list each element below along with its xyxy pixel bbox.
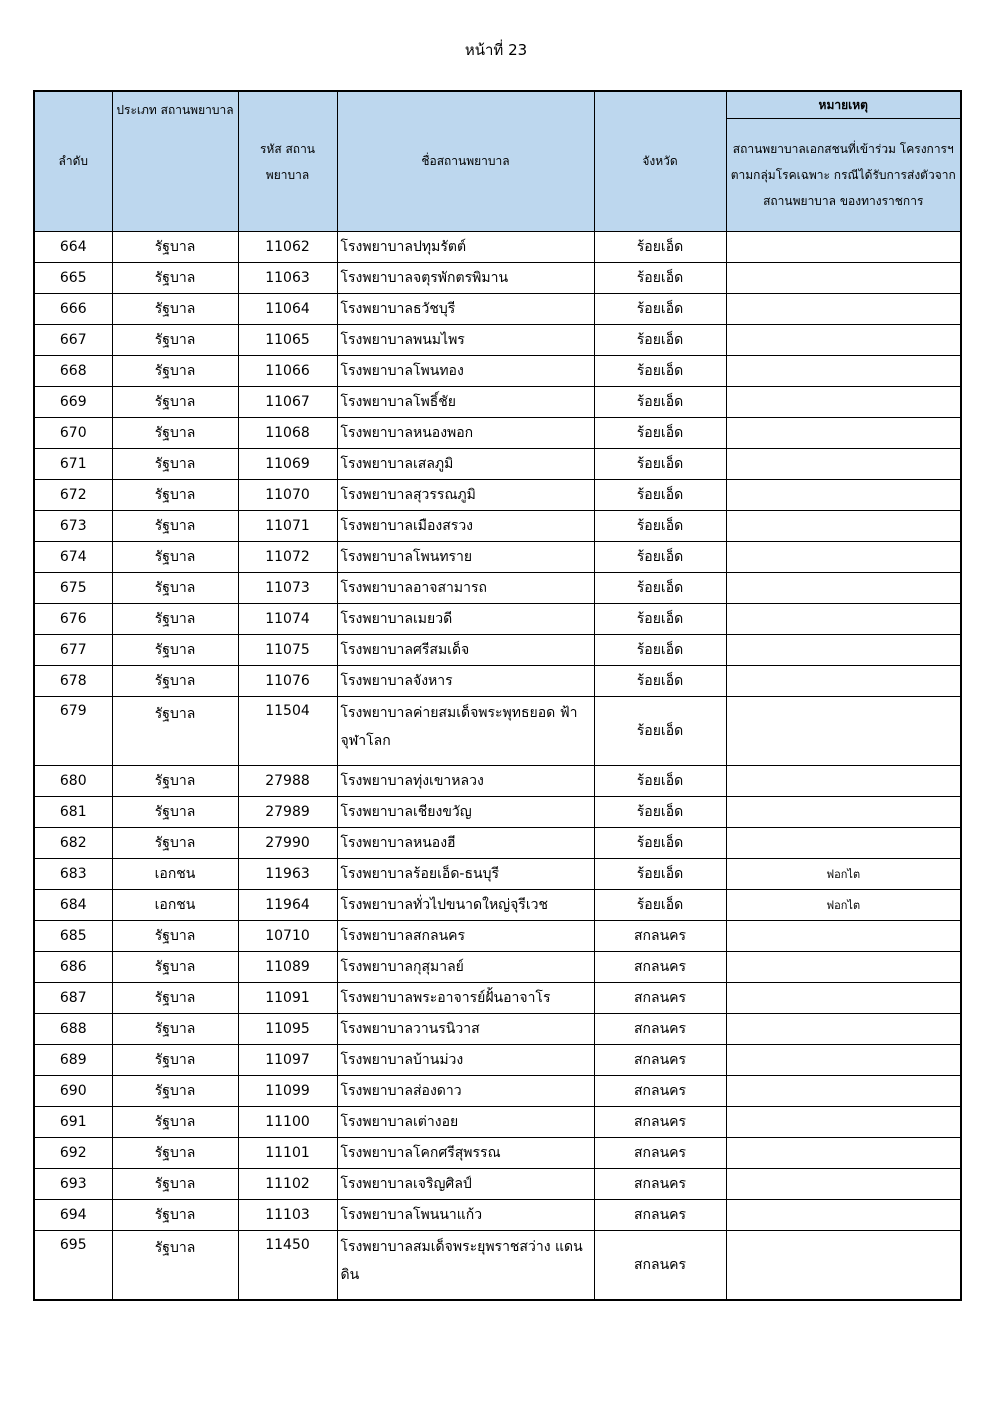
row-code: 11091 [238,983,337,1014]
table-row [34,859,961,890]
row-type: รัฐบาล [112,604,238,635]
row-no: 672 [34,480,112,511]
row-name: โรงพยาบาลทั่วไปขนาดใหญ่จุรีเวช [337,890,594,921]
row-type: รัฐบาล [112,697,238,766]
table-row [34,1200,961,1231]
row-type: รัฐบาล [112,1076,238,1107]
row-remark: ฟอกไต [726,859,961,890]
table-body [34,232,961,1301]
row-remark [726,1014,961,1045]
row-code: 11071 [238,511,337,542]
row-no: 675 [34,573,112,604]
row-code: 11100 [238,1107,337,1138]
row-type: รัฐบาล [112,573,238,604]
row-name: โรงพยาบาลโพนทราย [337,542,594,573]
row-name: โรงพยาบาลหนองฮี [337,828,594,859]
row-remark [726,766,961,797]
row-province: ร้อยเอ็ด [594,325,726,356]
row-remark [726,449,961,480]
row-remark [726,356,961,387]
row-remark [726,635,961,666]
table-row [34,573,961,604]
row-no: 670 [34,418,112,449]
row-name: โรงพยาบาลอาจสามารถ [337,573,594,604]
row-code: 11062 [238,232,337,263]
row-province: ร้อยเอ็ด [594,387,726,418]
row-remark [726,542,961,573]
row-type: รัฐบาล [112,1138,238,1169]
row-remark [726,1045,961,1076]
row-province: ร้อยเอ็ด [594,511,726,542]
hospital-table [33,90,962,1301]
row-no: 668 [34,356,112,387]
row-type: รัฐบาล [112,952,238,983]
row-name: โรงพยาบาลศรีสมเด็จ [337,635,594,666]
row-province: สกลนคร [594,1200,726,1231]
row-name: โรงพยาบาลกุสุมาลย์ [337,952,594,983]
row-province: สกลนคร [594,1107,726,1138]
row-remark [726,666,961,697]
row-province: ร้อยเอ็ด [594,859,726,890]
row-name: โรงพยาบาลเมืองสรวง [337,511,594,542]
table-row [34,232,961,263]
row-code: 11076 [238,666,337,697]
row-type: รัฐบาล [112,418,238,449]
row-code: 11504 [238,697,337,766]
row-no: 674 [34,542,112,573]
row-code: 11089 [238,952,337,983]
row-type: เอกชน [112,890,238,921]
row-no: 686 [34,952,112,983]
table-row [34,263,961,294]
row-remark [726,263,961,294]
header-type: ประเภท สถานพยาบาล [112,91,238,232]
page-number: หน้าที่ 23 [464,41,528,59]
row-name: โรงพยาบาลเต่างอย [337,1107,594,1138]
row-no: 691 [34,1107,112,1138]
row-type: รัฐบาล [112,1107,238,1138]
row-type: รัฐบาล [112,983,238,1014]
row-name: โรงพยาบาลส่องดาว [337,1076,594,1107]
table-row [34,1014,961,1045]
header-name: ชื่อสถานพยาบาล [337,91,594,232]
row-type: รัฐบาล [112,325,238,356]
row-no: 693 [34,1169,112,1200]
row-province: ร้อยเอ็ด [594,232,726,263]
row-code: 11964 [238,890,337,921]
row-no: 680 [34,766,112,797]
row-name: โรงพยาบาลหนองพอก [337,418,594,449]
row-code: 11963 [238,859,337,890]
row-no: 683 [34,859,112,890]
row-remark [726,294,961,325]
row-type: รัฐบาล [112,480,238,511]
row-type: รัฐบาล [112,263,238,294]
table-row [34,356,961,387]
table-row [34,766,961,797]
table-row [34,797,961,828]
row-remark [726,418,961,449]
row-remark [726,952,961,983]
row-province: ร้อยเอ็ด [594,890,726,921]
row-code: 11070 [238,480,337,511]
row-no: 667 [34,325,112,356]
row-province: สกลนคร [594,952,726,983]
row-remark [726,828,961,859]
row-code: 11067 [238,387,337,418]
row-code: 11065 [238,325,337,356]
row-province: ร้อยเอ็ด [594,604,726,635]
row-remark [726,480,961,511]
table-row [34,604,961,635]
row-name: โรงพยาบาลธวัชบุรี [337,294,594,325]
row-code: 11069 [238,449,337,480]
row-name: โรงพยาบาลโพนนาแก้ว [337,1200,594,1231]
row-type: รัฐบาล [112,1045,238,1076]
row-no: 681 [34,797,112,828]
table-row [34,983,961,1014]
header-code: รหัส สถานพยาบาล [238,91,337,232]
row-type: รัฐบาล [112,356,238,387]
row-remark [726,921,961,952]
row-code: 27990 [238,828,337,859]
row-province: สกลนคร [594,983,726,1014]
table-row [34,921,961,952]
row-name: โรงพยาบาลสุวรรณภูมิ [337,480,594,511]
row-no: 695 [34,1231,112,1301]
row-type: รัฐบาล [112,1014,238,1045]
row-remark [726,983,961,1014]
row-name: โรงพยาบาลเสลภูมิ [337,449,594,480]
row-name: โรงพยาบาลค่ายสมเด็จพระพุทธยอด ฟ้าจุฬาโลก [337,697,594,766]
table-row [34,1169,961,1200]
row-code: 11068 [238,418,337,449]
table-row [34,542,961,573]
row-remark [726,232,961,263]
row-type: รัฐบาล [112,542,238,573]
row-province: สกลนคร [594,1231,726,1301]
row-type: รัฐบาล [112,828,238,859]
row-code: 11073 [238,573,337,604]
row-province: ร้อยเอ็ด [594,294,726,325]
row-name: โรงพยาบาลวานรนิวาส [337,1014,594,1045]
row-remark [726,1169,961,1200]
row-type: รัฐบาล [112,1200,238,1231]
row-name: โรงพยาบาลทุ่งเขาหลวง [337,766,594,797]
row-province: สกลนคร [594,1014,726,1045]
row-name: โรงพยาบาลเมยวดี [337,604,594,635]
row-province: ร้อยเอ็ด [594,418,726,449]
row-name: โรงพยาบาลพระอาจารย์ฝั้นอาจาโร [337,983,594,1014]
row-remark [726,325,961,356]
table-row [34,890,961,921]
row-name: โรงพยาบาลพนมไพร [337,325,594,356]
row-no: 690 [34,1076,112,1107]
row-type: รัฐบาล [112,1169,238,1200]
row-remark [726,387,961,418]
table-row [34,511,961,542]
row-name: โรงพยาบาลโพนทอง [337,356,594,387]
row-type: รัฐบาล [112,666,238,697]
row-no: 689 [34,1045,112,1076]
table-row [34,828,961,859]
row-no: 673 [34,511,112,542]
row-type: รัฐบาล [112,294,238,325]
table-row [34,1231,961,1301]
row-province: ร้อยเอ็ด [594,635,726,666]
table-row [34,1045,961,1076]
row-province: ร้อยเอ็ด [594,666,726,697]
row-no: 669 [34,387,112,418]
row-remark [726,797,961,828]
row-name: โรงพยาบาลจังหาร [337,666,594,697]
row-code: 27989 [238,797,337,828]
row-type: รัฐบาล [112,387,238,418]
row-code: 11450 [238,1231,337,1301]
table-row [34,666,961,697]
row-code: 11063 [238,263,337,294]
row-no: 688 [34,1014,112,1045]
row-province: ร้อยเอ็ด [594,449,726,480]
row-code: 11097 [238,1045,337,1076]
row-name: โรงพยาบาลเชียงขวัญ [337,797,594,828]
row-remark [726,604,961,635]
row-code: 11066 [238,356,337,387]
row-province: สกลนคร [594,921,726,952]
row-province: สกลนคร [594,1045,726,1076]
row-name: โรงพยาบาลโคกศรีสุพรรณ [337,1138,594,1169]
table-row [34,294,961,325]
row-province: ร้อยเอ็ด [594,542,726,573]
row-province: สกลนคร [594,1076,726,1107]
row-code: 11064 [238,294,337,325]
row-province: ร้อยเอ็ด [594,356,726,387]
row-province: ร้อยเอ็ด [594,697,726,766]
row-province: ร้อยเอ็ด [594,480,726,511]
row-remark [726,1200,961,1231]
header-remark: หมายเหตุ [726,91,961,119]
table-row [34,1076,961,1107]
row-name: โรงพยาบาลเจริญศิลป์ [337,1169,594,1200]
row-remark [726,697,961,766]
header-no: ลำดับ [34,91,112,232]
row-type: รัฐบาล [112,766,238,797]
row-code: 11075 [238,635,337,666]
row-no: 682 [34,828,112,859]
row-code: 11095 [238,1014,337,1045]
row-name: โรงพยาบาลร้อยเอ็ด-ธนบุรี [337,859,594,890]
row-no: 664 [34,232,112,263]
row-name: โรงพยาบาลสมเด็จพระยุพราชสว่าง แดนดิน [337,1231,594,1301]
row-type: เอกชน [112,859,238,890]
row-no: 677 [34,635,112,666]
table-row [34,387,961,418]
row-province: ร้อยเอ็ด [594,766,726,797]
table-row [34,325,961,356]
row-no: 678 [34,666,112,697]
row-remark [726,1107,961,1138]
row-code: 10710 [238,921,337,952]
row-province: ร้อยเอ็ด [594,263,726,294]
row-type: รัฐบาล [112,921,238,952]
row-name: โรงพยาบาลปทุมรัตต์ [337,232,594,263]
table-row [34,952,961,983]
table-row [34,418,961,449]
table-row [34,635,961,666]
table-row [34,1138,961,1169]
row-no: 679 [34,697,112,766]
row-type: รัฐบาล [112,232,238,263]
row-no: 684 [34,890,112,921]
row-name: โรงพยาบาลจตุรพักตรพิมาน [337,263,594,294]
row-remark [726,1076,961,1107]
row-type: รัฐบาล [112,511,238,542]
row-no: 692 [34,1138,112,1169]
row-no: 666 [34,294,112,325]
table-row [34,1107,961,1138]
header-remark-sub: สถานพยาบาลเอกสชนที่เข้าร่วม โครงการฯ ตามกลุ่มโรคเฉพาะ กรณีได้รับการส่งตัวจากสถานพยาบาล ของทางราชการ [726,119,961,232]
row-province: สกลนคร [594,1138,726,1169]
row-remark: ฟอกไต [726,890,961,921]
row-code: 11072 [238,542,337,573]
row-name: โรงพยาบาลโพธิ์ชัย [337,387,594,418]
table-row [34,449,961,480]
row-remark [726,573,961,604]
row-code: 11099 [238,1076,337,1107]
row-province: ร้อยเอ็ด [594,828,726,859]
row-type: รัฐบาล [112,1231,238,1301]
row-type: รัฐบาล [112,797,238,828]
row-no: 665 [34,263,112,294]
row-code: 11103 [238,1200,337,1231]
row-province: ร้อยเอ็ด [594,797,726,828]
row-type: รัฐบาล [112,449,238,480]
row-no: 676 [34,604,112,635]
table-row [34,697,961,766]
row-no: 694 [34,1200,112,1231]
row-remark [726,1231,961,1301]
header-province: จังหวัด [594,91,726,232]
row-code: 11102 [238,1169,337,1200]
row-remark [726,511,961,542]
row-name: โรงพยาบาลบ้านม่วง [337,1045,594,1076]
row-type: รัฐบาล [112,635,238,666]
row-name: โรงพยาบาลสกลนคร [337,921,594,952]
row-no: 687 [34,983,112,1014]
row-no: 685 [34,921,112,952]
row-code: 11074 [238,604,337,635]
row-province: ร้อยเอ็ด [594,573,726,604]
row-remark [726,1138,961,1169]
row-no: 671 [34,449,112,480]
table-row [34,480,961,511]
row-code: 27988 [238,766,337,797]
row-province: สกลนคร [594,1169,726,1200]
row-code: 11101 [238,1138,337,1169]
